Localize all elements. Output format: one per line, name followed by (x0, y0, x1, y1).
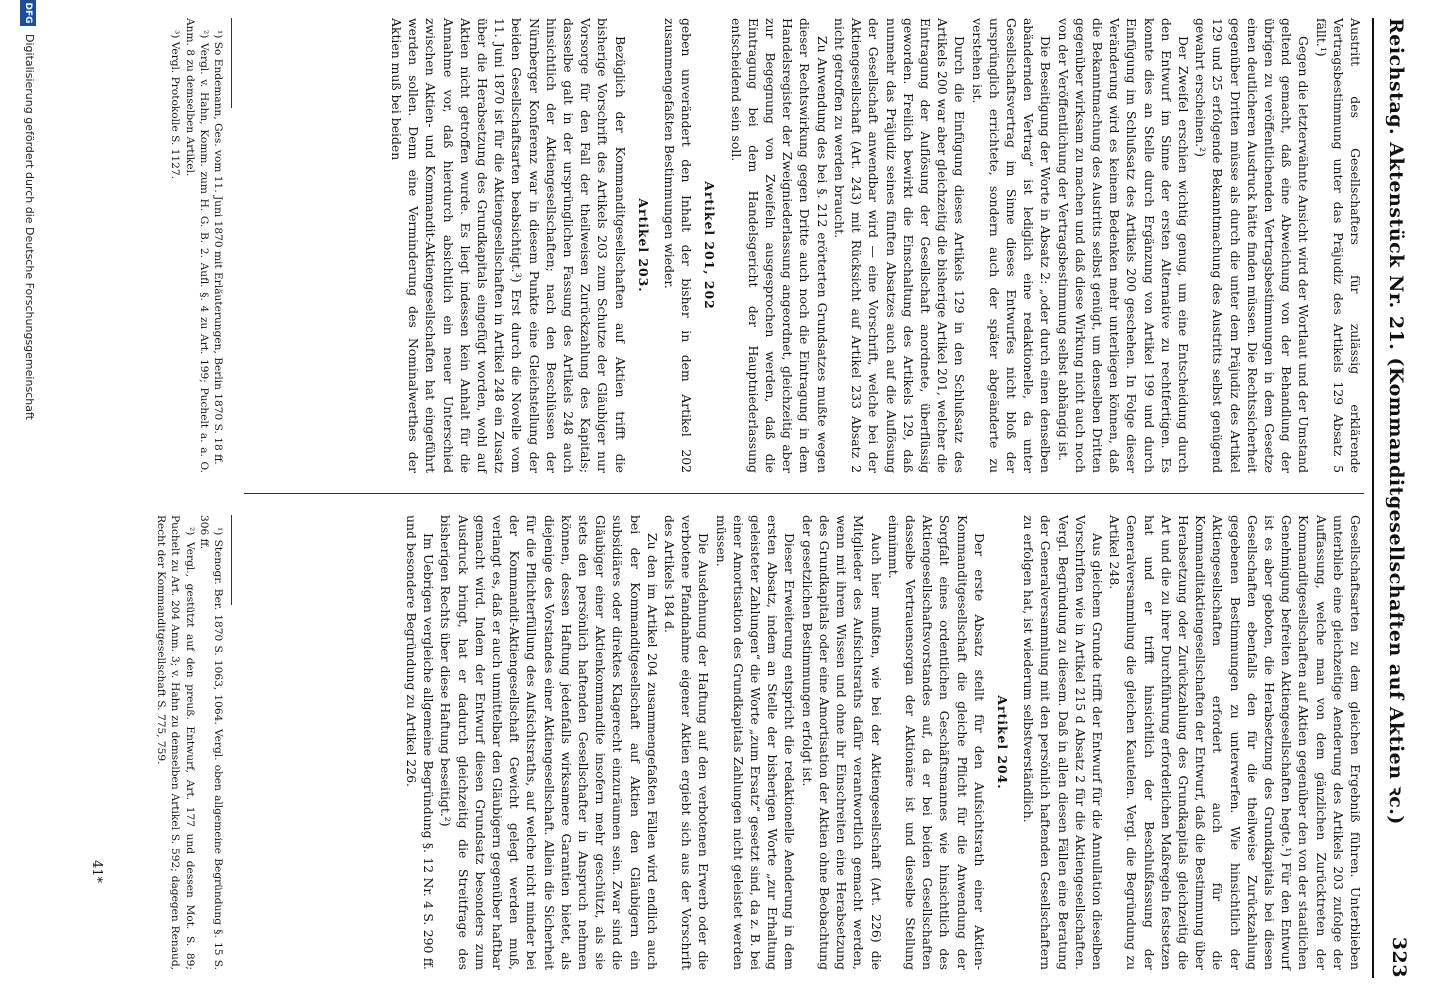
paragraph: Der erste Absatz stellt für den Aufsichtsrath einer Aktien-Kommanditgesellschaft die gleiche Pflicht für die Anwendung der Sorgfalt eines ordentlichen Geschäftsmannes wie hinsichtlich des Aktiengesellschaftsvorstandes auf, da er bei beiden Gesellschaften dasselbe Vertrauensorgan der Aktionäre ist und dieselbe Stellung einnimmt. (885, 515, 987, 970)
header-rule (1372, 18, 1374, 978)
paragraph: Durch die Einfügung dieses Artikels 129 in den Schlußsatz des Artikels 200 war aber gleichzeitig die bisherige Artikel 201, welcher die Eintragung der Auflösung der Gesellschaft anordnete, überflüssig geworden. Freilich bewirkt die Einschaltung des Artikels 129, daß nunmehr das Präjudiz seines fünften Absatzes auch auf die Auflösung der Gesellschaft anwendbar wird — eine Vorschrift, welche bei der Aktiengesellschaft (Art. 243) mit Rücksicht auf Artikel 233 Absatz 2 nicht getroffen zu werden braucht. (831, 18, 968, 473)
paragraph: Die Beseitigung der Worte in Absatz 2: „oder durch einen denselben abändernden Vertrag“ ist lediglich eine redaktionelle, da unter Gesellschaftsvertrag im Sinne dieses Entwurfes nicht bloß der ursprünglich errichtete, sondern auch der später abgeänderte zu verstehen ist. (969, 18, 1054, 473)
paragraph: Austritt des Gesellschafters für zulässig erklärende Vertragsbestimmung unter das Präjudiz des Artikels 129 Absatz 5 fällt.¹) (1313, 18, 1363, 473)
paragraph: Zu den im Artikel 204 zusammengefaßten Fällen wird endlich auch bei der Kommanditgesellschaft auf Aktien den Gläubigern ein subsidiäres oder direktes Klagerecht einzuräumen sein. Zwar sind die Gläubiger einer Aktienkommandite insofern mehr geschützt, als sie stets den persönlich haftenden Gesellschafter in Anspruch nehmen können, dessen Haftung jedenfalls wirksamere Garantien bietet, als diejenige des Vorstandes einer Aktiengesellschaft. Allein die Sicherheit für die Pflichterfüllung des Aufsichtsraths, auf welche nicht minder bei der Kommandit-Aktiengesellschaft Gewicht gelegt werden muß, verlangt es, daß er auch unmittelbar den Gläubigern gegenüber haftbar gemacht wird. Indem der Entwurf diesen Grundsatz besonders zum Ausdruck bringt, hat er dadurch gleichzeitig die Streitfrage des bisherigen Rechts über diese Haftung beseitigt.²) (438, 515, 660, 970)
running-head: Reichstag. Aktenstück Nr. 21. (Kommanditgesellschaften auf Aktien ꝛc.) (1385, 18, 1407, 825)
footnote-rule (231, 515, 232, 605)
footnotes-left (168, 18, 232, 473)
dfg-credit (12, 0, 42, 1000)
signature-mark: 41* (89, 860, 104, 884)
footnote: ³) Vergl. Protokolle S. 1127. (169, 30, 182, 180)
paragraph: Dieser Erweiterung entspricht die redaktionelle Aenderung in dem ersten Absatz, indem an Stelle der bisherigen Worte „zur Erhaltung geleisteter Zahlungen“ die Worte „zum Ersatz“ gesetzt sind, da z. B. bei einer Amortisation des Grundkapitals Zahlungen nicht geleistet werden müssen. (713, 515, 798, 970)
footnote: ²) Vergl. v. Hahn, Komm. zum H. G. B. 2. Aufl. §. 4 zu Art. 199; Puchelt a. a. O. Anm. 8 zu demselben Artikel. (183, 18, 210, 473)
paragraph: Auch hier mußten, wie bei der Aktiengesellschaft (Art. 226) die Mitglieder des Aufsichtsraths dafür verantwortlich gemacht werden, wenn mit ihrem Wissen und ohne ihr Einschreiten eine Herabsetzung des Grundkapitals oder eine Amortisation der Aktien ohne Beobachtung der gesetzlichen Bestimmungen erfolgt ist. (799, 515, 884, 970)
left-column (388, 18, 1364, 473)
paragraph: Gesellschaftsarten zu dem gleichen Ergebniß führen. Unterblieben unterblieb eine gleichzeitige Aenderung des Artikels 203 zufolge der Auffassung, welche man von dem gänzlichen Zurücktreten der Kommanditgesellschaften auf Aktien gegenüber den von der staatlichen Genehmigung befreiten Aktiengesellschaften hegte.¹) Für den Entwurf ist es aber geboten, die Herabsetzung des Grundkapitals bei diesen Gesellschaften ebenfalls den für die theilweise Zurückzahlung gegebenen Bestimmungen zu unterwerfen. Wie hinsichtlich der Aktiengesellschaften erfordert auch für die Kommanditaktiengesellschaften der Entwurf, daß die Bestimmung über Herabsetzung oder Zurückzahlung des Grundkapitals gleichzeitig die Art und die zu ihrer Durchführung erforderlichen Maßregeln festsetzen hat und er trifft hinsichtlich der Beschlußfassung der Generalversammlung die gleichen Kautelen. Vergl. die Begründung zu Artikel 248. (1107, 515, 1363, 970)
section-heading: Artikel 203. (635, 198, 651, 293)
page-number: 323 (1388, 936, 1410, 978)
footnotes-right (154, 515, 232, 970)
paragraph: Der Zweifel erschien wichtig genug, um eine Entscheidung durch den Entwurf im Sinne der ersten Alternative zu rechtfertigen. Es konnte dies an Stelle durch Ergänzung von Artikel 199 und durch Einfügung im Schlußsatz des Artikels 200 geschehen. In Folge dieser Veränderung wird es keinem Bedenken mehr unterliegen können, daß die Bekanntmachung des Austritts selbst genügt, um denselben Dritten gegenüber wirksam zu machen und daß diese Wirkung nicht auch noch von der Veröffentlichung der Vertragsbestimmung selbst abhängig ist. (1055, 18, 1191, 473)
section-heading: Artikel 201, 202 (702, 181, 718, 310)
page-header (1376, 18, 1420, 978)
paragraph: Gegen die letzterwähnte Ansicht wird der Wortlaut und der Umstand geltend gemacht, daß eine Abweichung von der Behandlung der übrigen zu veröffentlichenden Vertragsbestimmungen in dem Gesetze einen deutlicheren Ausdruck hätte finden müssen. Die Rechtssicherheit gegenüber Dritten müsse als durch die unter dem Präjudiz des Artikel 129 und 25 erfolgende Bekanntmachung des Austritts selbst genügend gewahrt erscheinen.²) (1193, 18, 1312, 473)
dfg-credit-text: Digitalisierung gefördert durch die Deutsche Forschungsgemeinschaft (23, 34, 36, 420)
paragraph: Aus gleichem Grunde trifft der Entwurf für die Annullation dieselben Vorschriften wie in Artikel 215 d Absatz 2 für die Aktiengesellschaften. Vergl. Begründung zu diesem. Daß in allen diesen Fällen eine Beratung der Generalversammlung mit den persönlich haftenden Gesellschaftern zu erfolgen hat, ist wiederum selbstverständlich. (1021, 515, 1105, 970)
section-heading: Artikel 204. (994, 695, 1010, 790)
paragraph: Im Uebrigen vergleiche allgemeine Begründung §. 12 Nr. 4 S. 290 ff. und besondere Begründung zu Artikel 226. (404, 515, 437, 970)
column-divider (244, 493, 1364, 494)
paragraph: Bezüglich der Kommanditgesellschaften auf Aktien trifft die bisherige Vorschrift des Artikels 203 zum Schutze der Gläubiger nur Vorsorge für den Fall der theilweisen Zurückzahlung des Kapitals; dasselbe galt in der ursprünglichen Fassung des Artikels 248 auch hinsichtlich der Aktiengesellschaften; nach den Beschlüssen der Nürnberger Konferenz war in diesem Punkte eine Gleichstellung der beiden Gesellschaftsarten beabsichtigt.³) Erst durch die Novelle vom 11. Juni 1870 ist für die Aktiengesellschaften in Artikel 248 ein Zusatz über die Herabsetzung des Grundkapitals eingefügt worden, wohl auf Aktien nicht getroffen wurde. Es liegt indessen kein Anhalt für die Annahme vor, daß hierdurch absichtlich ein neuer Unterschied zwischen Aktien- und Kommandit-Aktiengesellschaften hat eingeführt werden sollen. Denn eine Verminderung des Nominalwerthes der Aktien muß bei beiden (389, 18, 628, 473)
right-column (403, 515, 1364, 970)
paragraph: geben unverändert den Inhalt der bisher in dem Artikel 202 zusammengefaßten Bestimmungen wieder. (662, 18, 695, 473)
footnote-rule (231, 18, 232, 108)
dfg-logo: DFG (20, 0, 36, 26)
footnote: ¹) Stenogr. Ber. 1870 S. 1063, 1064. Vergl. oben allgemeine Begründung §. 15 S. 306 ff. (197, 515, 224, 970)
paragraph: Zu Anwendung des bei §. 212 erörterten Grundsatzes mußte wegen dieser Rechtswirkung gegen Dritte auch noch die Eintragung in dem Handelsregister der Zweigniederlassung angeordnet, gleichzeitig aber zur Begegnung von Zweifeln ausgesprochen werden, daß die Eintragung bei dem Handelsgericht der Hauptniederlassung entscheidend sein soll. (728, 18, 830, 473)
footnote: ¹) So Endemann, Ges. vom 11. Juni 1870 mit Erläuterungen, Berlin 1870 S. 18 ff. (212, 30, 224, 465)
footnote: ²) Vergl., gestützt auf den preuß. Entwurf, Art. 177 und dessen Mot. S. 89; Puchelt zu Art. 204 Anm. 3; v. Hahn zu demselben Artikel S. 592; dagegen Renaud, Recht der Kommanditgesellschaft S. 775, 759. (155, 515, 196, 970)
paragraph: Die Ausdehnung der Haftung auf den verbotenen Erwerb oder die verbotene Pfandnahme eigener Aktien ergiebt sich aus der Vorschrift des Artikels 184 d. (662, 515, 712, 970)
